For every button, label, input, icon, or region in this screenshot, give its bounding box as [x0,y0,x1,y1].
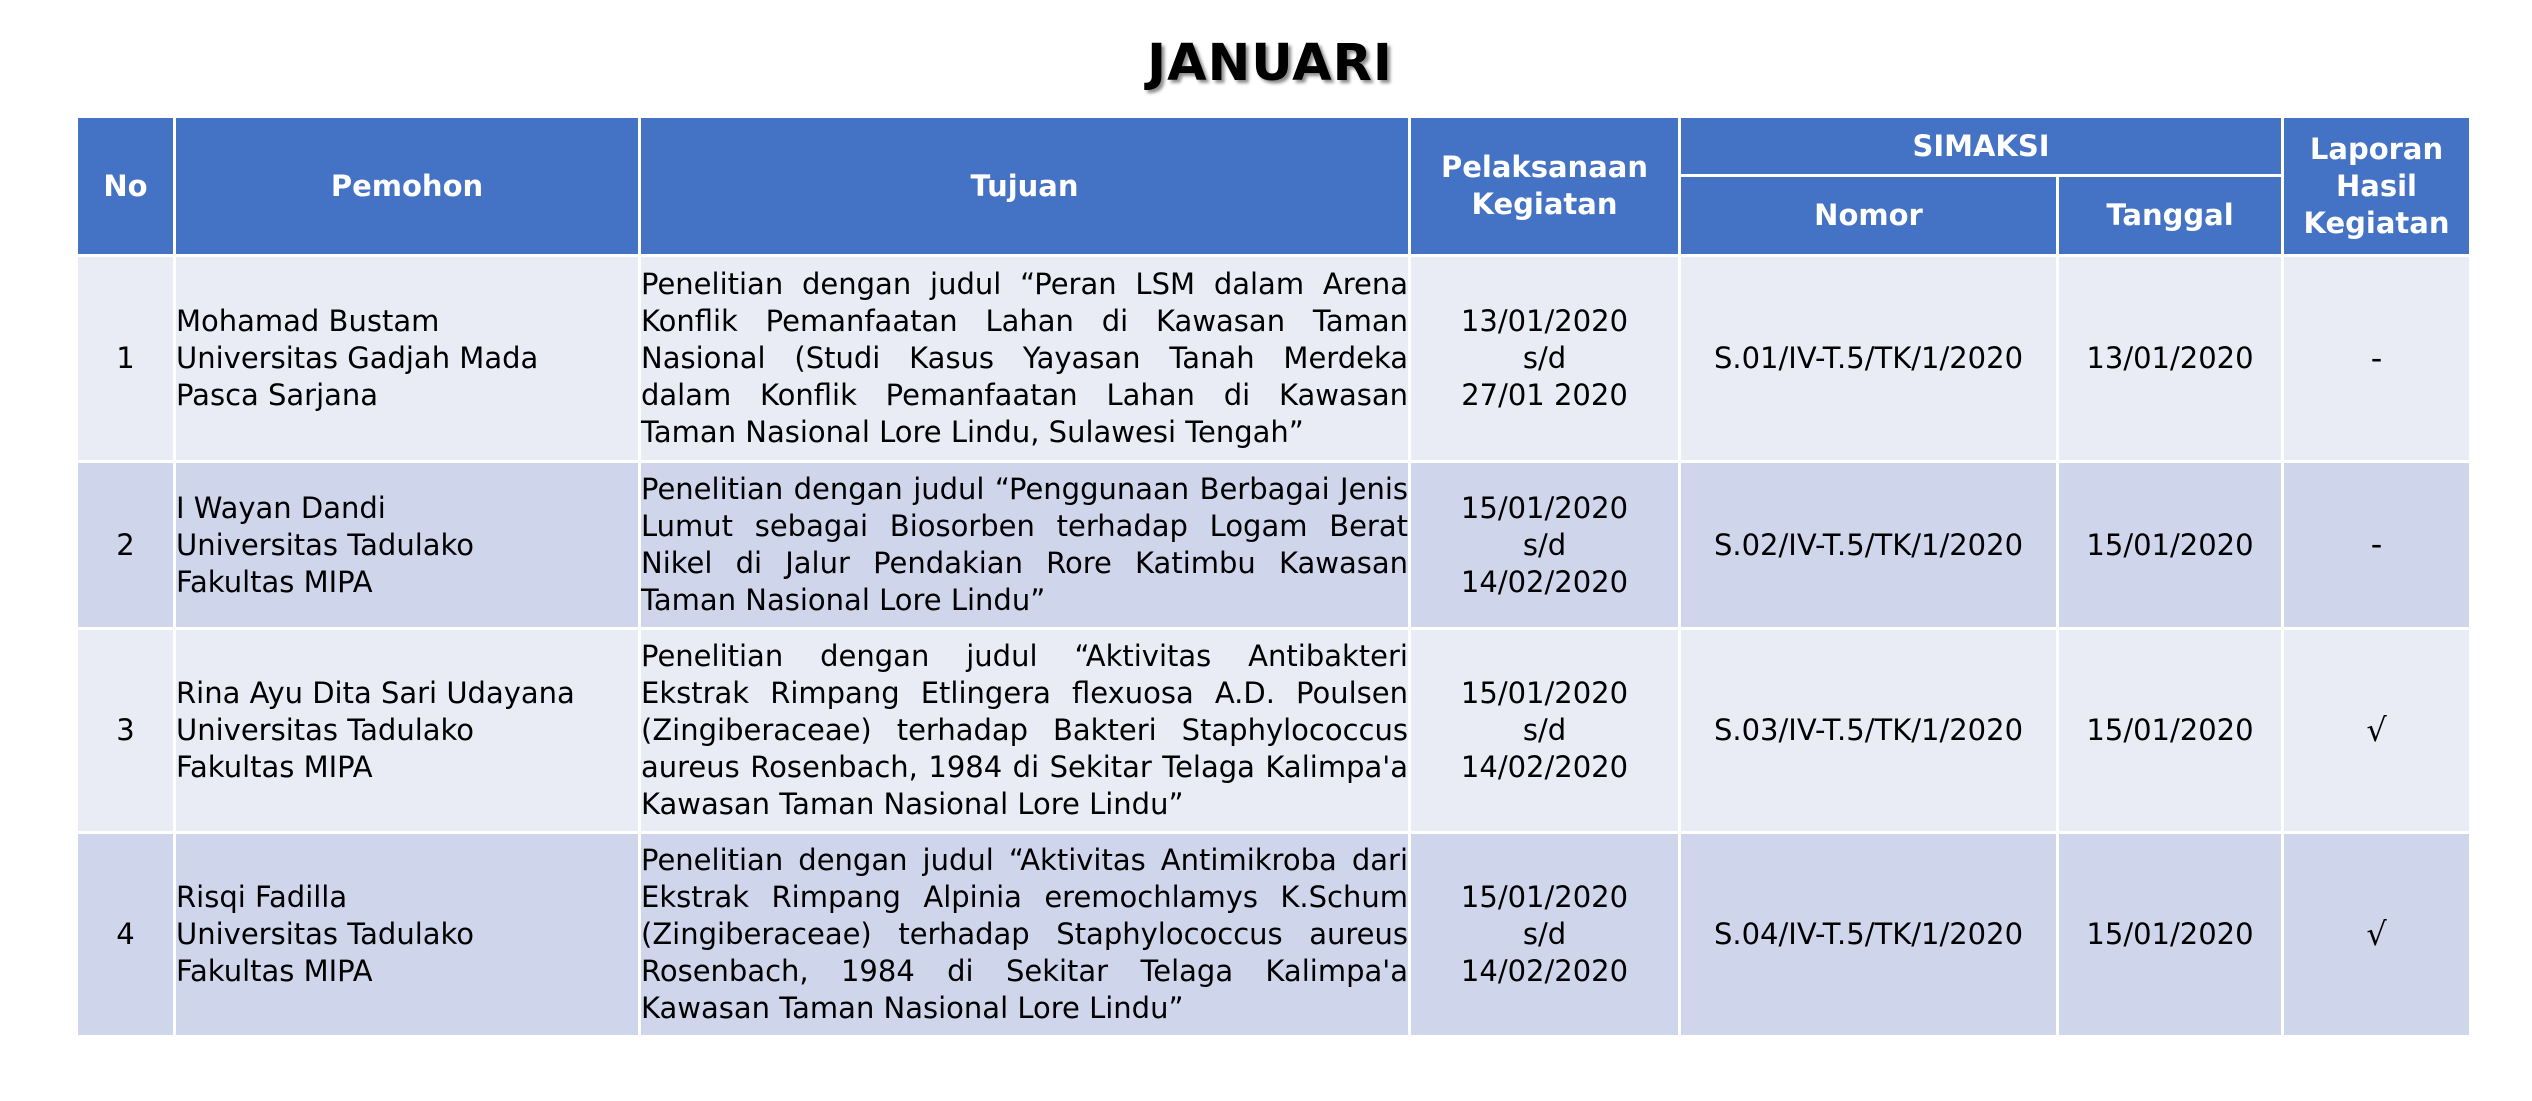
header-no: No [77,117,175,256]
applicant-faculty: Fakultas MIPA [176,750,373,784]
date-end: 14/02/2020 [1460,564,1629,599]
cell-nomor: S.01/IV-T.5/TK/1/2020 [1680,256,2058,462]
page-title: JANUARI [1147,34,1393,93]
report-status: - [2370,338,2383,377]
cell-tujuan: Penelitian dengan judul “Aktivitas Antibakteri Ekstrak Rimpang Etlingera flexuosa A.D. Poulsen (Zingiberaceae) terhadap Bakteri Staphylococcus aureus Rosenbach, 1984 di Sekitar Telaga Kalimpa'a Kawasan Taman Nasional Lore Lindu” [640,629,1410,833]
table-row [77,833,2471,1037]
date-start: 13/01/2020 [1460,304,1629,338]
header-pelaksanaan: Pelaksanaan Kegiatan [1410,117,1680,256]
date-end: 14/02/2020 [1460,954,1629,988]
cell-nomor: S.03/IV-T.5/TK/1/2020 [1680,629,2058,833]
table-row [77,629,2471,833]
permit-table [75,115,2472,1038]
applicant-name: Mohamad Bustam [176,304,440,338]
date-separator: s/d [1522,917,1567,951]
header-pemohon: Pemohon [175,117,640,256]
table-row [77,256,2471,462]
cell-pemohon [175,629,640,833]
report-status: √ [2366,710,2387,749]
cell-pemohon [175,256,640,462]
cell-laporan [2283,256,2471,462]
header-simaksi: SIMAKSI [1680,117,2283,176]
cell-tanggal: 15/01/2020 [2058,833,2283,1037]
date-start: 15/01/2020 [1460,880,1629,914]
applicant-university: Universitas Tadulako [176,713,475,747]
cell-tanggal: 13/01/2020 [2058,256,2283,462]
cell-pelaksanaan [1410,833,1680,1037]
cell-pemohon [175,462,640,629]
cell-tanggal: 15/01/2020 [2058,462,2283,629]
applicant-name: Risqi Fadilla [176,880,348,914]
applicant-faculty: Pasca Sarjana [176,378,379,412]
report-status: - [2370,525,2383,563]
cell-no: 2 [77,462,175,629]
applicant-name: Rina Ayu Dita Sari Udayana [176,676,575,710]
cell-laporan [2283,833,2471,1037]
date-start: 15/01/2020 [1460,676,1629,710]
applicant-name: I Wayan Dandi [176,490,386,525]
header-tanggal: Tanggal [2058,176,2283,256]
date-end: 14/02/2020 [1460,750,1629,784]
header-laporan: Laporan Hasil Kegiatan [2283,117,2471,256]
cell-tujuan: Penelitian dengan judul “Penggunaan Berbagai Jenis Lumut sebagai Biosorben terhadap Logam Berat Nikel di Jalur Pendakian Rore Katimbu Kawasan Taman Nasional Lore Lindu” [640,462,1410,629]
cell-tujuan: Penelitian dengan judul “Peran LSM dalam Arena Konflik Pemanfaatan Lahan di Kawasan Taman Nasional (Studi Kasus Yayasan Tanah Merdeka dalam Konflik Pemanfaatan Lahan di Kawasan Taman Nasional Lore Lindu, Sulawesi Tengah” [640,256,1410,462]
cell-pelaksanaan [1410,629,1680,833]
applicant-faculty: Fakultas MIPA [176,564,373,599]
date-separator: s/d [1522,527,1567,562]
applicant-university: Universitas Tadulako [176,527,475,562]
header-nomor: Nomor [1680,176,2058,256]
report-status: √ [2366,914,2387,953]
date-end: 27/01 2020 [1461,378,1628,412]
applicant-faculty: Fakultas MIPA [176,954,373,988]
date-separator: s/d [1522,341,1567,375]
date-start: 15/01/2020 [1460,490,1629,525]
cell-pelaksanaan [1410,462,1680,629]
table-row [77,462,2471,629]
header-tujuan: Tujuan [640,117,1410,256]
cell-laporan [2283,462,2471,629]
cell-pelaksanaan [1410,256,1680,462]
date-separator: s/d [1522,713,1567,747]
cell-no: 1 [77,256,175,462]
cell-nomor: S.04/IV-T.5/TK/1/2020 [1680,833,2058,1037]
applicant-university: Universitas Gadjah Mada [176,341,539,375]
cell-nomor: S.02/IV-T.5/TK/1/2020 [1680,462,2058,629]
applicant-university: Universitas Tadulako [176,917,475,951]
cell-laporan [2283,629,2471,833]
cell-no: 3 [77,629,175,833]
cell-no: 4 [77,833,175,1037]
cell-tanggal: 15/01/2020 [2058,629,2283,833]
cell-tujuan: Penelitian dengan judul “Aktivitas Antimikroba dari Ekstrak Rimpang Alpinia eremochlamys K.Schum (Zingiberaceae) terhadap Staphylococcus aureus Rosenbach, 1984 di Sekitar Telaga Kalimpa'a Kawasan Taman Nasional Lore Lindu” [640,833,1410,1037]
cell-pemohon [175,833,640,1037]
